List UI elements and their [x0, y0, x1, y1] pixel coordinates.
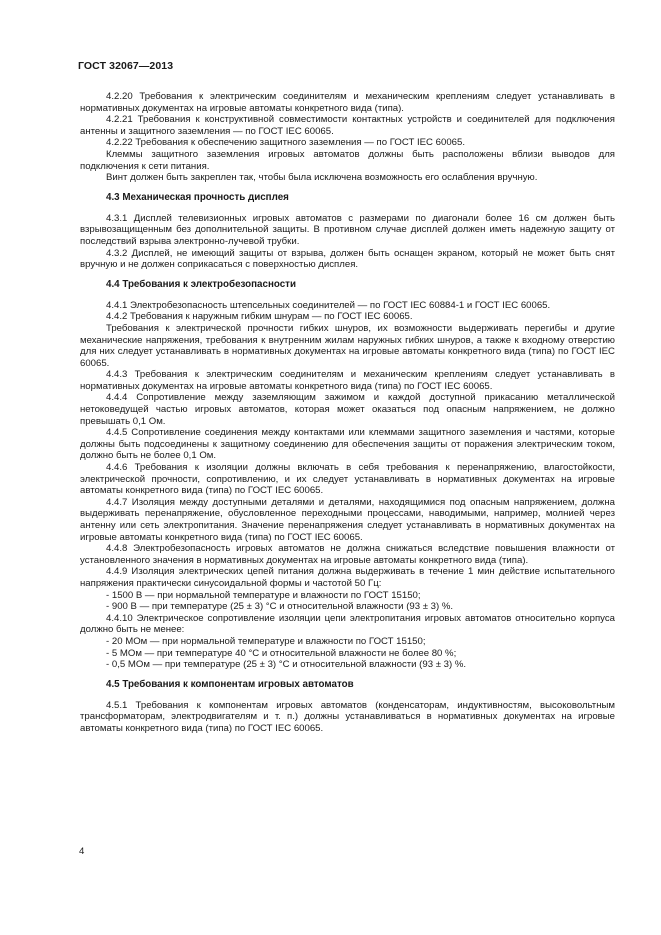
paragraph-4-4-10: 4.4.10 Электрическое сопротивление изоляции цепи электропитания игровых автоматов относительно корпуса должно быть не менее: — [80, 612, 615, 636]
paragraph-4-2-22: 4.2.22 Требования к обеспечению защитного заземления — по ГОСТ IEC 60065. — [106, 137, 465, 149]
paragraph: Требования к электрической прочности гибких шнуров, их возможности выдерживать перегибы и другие механические напряжения, требования к внутренним жилам наружных гибких шнуров, а также к входному отверстию для них следует устанавливать в нормативных документах на игровые автоматы конкретного вида (типа) по ГОСТ IEC 60065. — [80, 322, 615, 369]
list-item: - 20 МОм — при нормальной температуре и влажности по ГОСТ 15150; — [106, 635, 426, 647]
paragraph-4-4-9: 4.4.9 Изоляция электрических цепей питания должна выдерживать в течение 1 мин действие испытательного напряжения практически синусоидальной формы и частотой 50 Гц: — [80, 566, 615, 589]
paragraph-4-4-2: 4.4.2 Требования к наружным гибким шнурам — по ГОСТ IEC 60065. — [106, 311, 413, 323]
document-code: ГОСТ 32067—2013 — [78, 60, 174, 72]
paragraph-4-4-3: 4.4.3 Требования к электрическим соединителям и механическим креплениям следует устанавливать в нормативных документах на игровые автоматы конкретного вида (типа) по ГОСТ IEC 60065. — [80, 369, 615, 392]
paragraph-4-4-7: 4.4.7 Изоляция между доступными деталями и деталями, находящимися под опасным напряжением, должна выдерживать перенапряжение, обусловленное переходными процессами, наводимыми, например, молнией через антенну или сеть электропитания. Значение перенапряжения следует устанавливать в нормативных документах на игровые автоматы конкретного вида (типа) по ГОСТ IEC 60065. — [80, 496, 615, 543]
paragraph-4-3-1: 4.3.1 Дисплей телевизионных игровых автоматов с размерами по диагонали более 16 см должен быть взрывозащищенным без дополнительной защиты. В противном случае дисплей должен иметь надежную защиту от последствий взрыва электронно-лучевой трубки. — [80, 212, 615, 247]
paragraph-4-3-2: 4.3.2 Дисплей, не имеющий защиты от взрыва, должен быть оснащен экраном, который не может быть снят вручную и не должен соприкасаться с поверхностью дисплея. — [80, 247, 615, 271]
paragraph: Клеммы защитного заземления игровых автоматов должны быть расположены вблизи выводов для подключения к сети питания. — [80, 148, 615, 172]
list-item: - 5 МОм — при температуре 40 °С и относительной влажности не более 80 %; — [106, 647, 457, 659]
paragraph-4-4-6: 4.4.6 Требования к изоляции должны включать в себя требования к перенапряжению, влагостойкости, электрической прочности, сопротивлению, и их следует устанавливать в нормативных документах на игровые автоматы конкретного вида (типа) по ГОСТ IEC 60065. — [80, 462, 615, 497]
paragraph-4-4-1: 4.4.1 Электробезопасность штепсельных соединителей — по ГОСТ IEC 60884-1 и ГОСТ IEC 60065. — [106, 299, 551, 311]
list-item: - 1500 В — при нормальной температуре и влажности по ГОСТ 15150; — [106, 589, 421, 601]
paragraph-4-4-5: 4.4.5 Сопротивление соединения между контактами или клеммами защитного заземления и частями, которые должны быть подсоединены к защитному соединению для обеспечения защиты от поражения электрическим током, должно быть не более 0,1 Ом. — [80, 427, 615, 462]
section-heading-4-4: 4.4 Требования к электробезопасности — [106, 278, 296, 290]
list-item: - 0,5 МОм — при температуре (25 ± 3) °С и относительной влажности (93 ± 3) %. — [106, 659, 467, 671]
paragraph: Винт должен быть закреплен так, чтобы была исключена возможность его ослабления вручную. — [106, 172, 538, 184]
paragraph-4-2-21: 4.2.21 Требования к конструктивной совместимости контактных устройств и соединителей для подключения антенны и защитного заземления — по ГОСТ IEC 60065. — [80, 114, 615, 137]
paragraph-4-5-1: 4.5.1 Требования к компонентам игровых автоматов (конденсаторам, индуктивностям, высоковольтным трансформаторам, электродвигателям и т. п.) должны устанавливаться в нормативных документах на игровые автоматы конкретного вида (типа) по ГОСТ IEC 60065. — [80, 699, 615, 734]
section-heading-4-5: 4.5 Требования к компонентам игровых автоматов — [106, 678, 354, 690]
paragraph-4-4-4: 4.4.4 Сопротивление между заземляющим зажимом и каждой доступной прикасанию металлической нетоковедущей частью игровых автоматов, которая может оказаться под опасным напряжением, не должно превышать 0,1 Ом. — [80, 392, 615, 427]
list-item: - 900 В — при температуре (25 ± 3) °С и относительной влажности (93 ± 3) %. — [106, 601, 454, 613]
document-body — [80, 91, 615, 735]
page-number: 4 — [79, 846, 85, 857]
section-heading-4-3: 4.3 Механическая прочность дисплея — [106, 191, 289, 203]
paragraph-4-4-8: 4.4.8 Электробезопасность игровых автоматов не должна снижаться вследствие повышения влажности от установленного значения в нормативных документах на игровые автоматы конкретного вида (типа). — [80, 543, 615, 566]
paragraph-4-2-20: 4.2.20 Требования к электрическим соединителям и механическим креплениям следует устанавливать в нормативных документах на игровые автоматы конкретного вида (типа). — [80, 91, 615, 114]
